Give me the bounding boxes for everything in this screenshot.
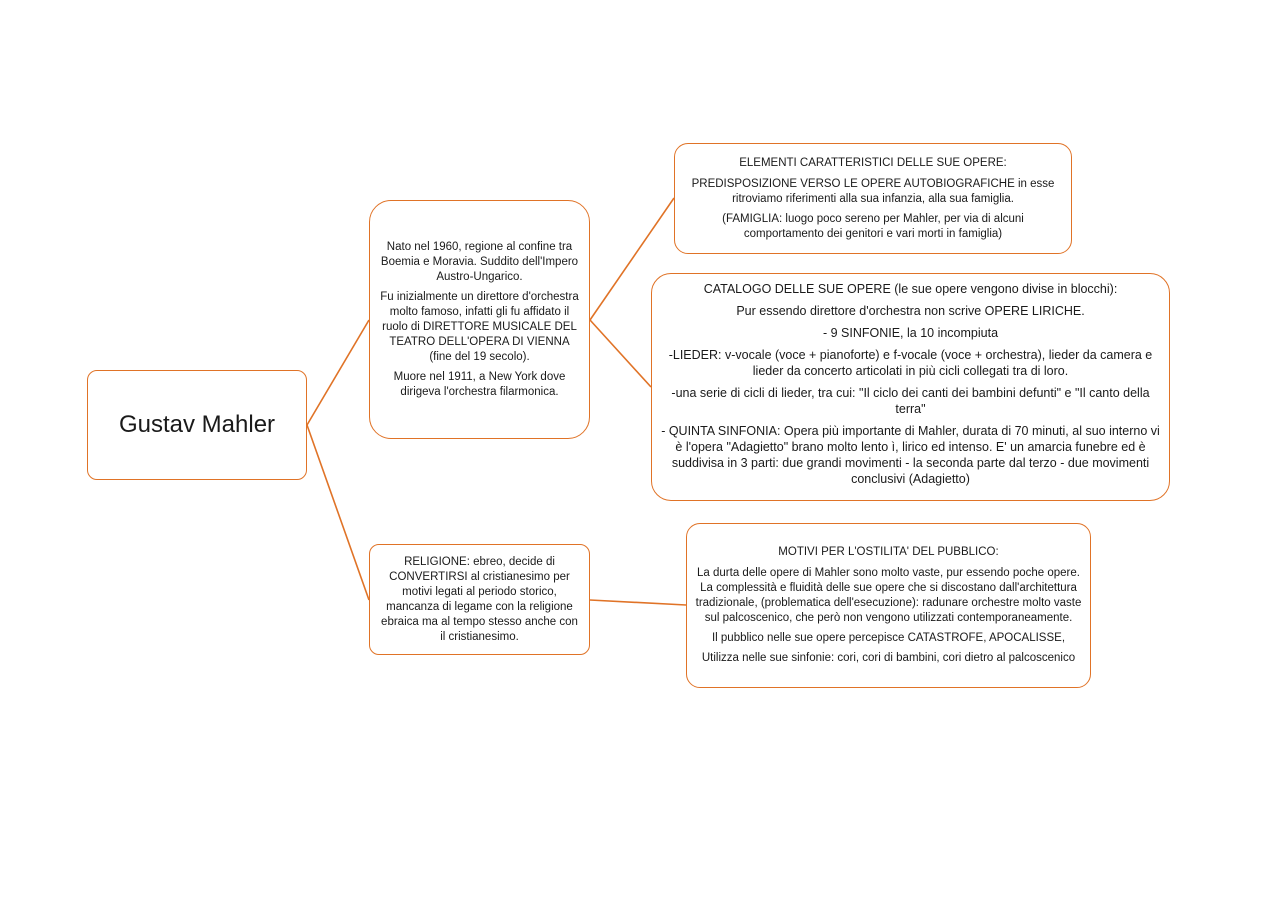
catalog-paragraph: -una serie di cicli di lieder, tra cui: "Il ciclo dei canti dei bambini defunti" e "Il canto della terra" (671, 386, 1150, 416)
elements-paragraph: PREDISPOSIZIONE VERSO LE OPERE AUTOBIOGRAFICHE in esse ritroviamo riferimenti alla sua infanzia, alla sua famiglia. (691, 177, 1055, 205)
elements-paragraph: (FAMIGLIA: luogo poco sereno per Mahler, per via di alcuni comportamento dei genitori e vari morti in famiglia) (722, 212, 1024, 240)
motives-title: MOTIVI PER L'OSTILITA' DEL PUBBLICO: (778, 546, 999, 558)
motives-paragraph: Utilizza nelle sue sinfonie: cori, cori di bambini, cori dietro al palcoscenico (701, 652, 1076, 664)
connector-root-religion (307, 425, 369, 600)
motives-node (686, 523, 1091, 688)
religion-node (369, 544, 590, 655)
catalog-title: CATALOGO DELLE SUE OPERE (le sue opere vengono divise in blocchi): (703, 282, 1118, 296)
biography-paragraph: Fu inizialmente un direttore d'orchestra molto famoso, infatti gli fu affidato il ruolo di DIRETTORE MUSICALE DEL TEATRO DELL'OPERA DI VIENNA (fine del 19 secolo). (380, 290, 579, 363)
elements-title: ELEMENTI CARATTERISTICI DELLE SUE OPERE: (739, 156, 1007, 169)
connector-root-biography (307, 320, 369, 425)
catalog-paragraph: -LIEDER: v-vocale (voce + pianoforte) e f-vocale (voce + orchestra), lieder da camera e lieder da concerto articolati in più cicli collegati tra di loro. (668, 348, 1153, 378)
catalog-node (651, 273, 1170, 501)
motives-paragraph: La durta delle opere di Mahler sono molto vaste, pur essendo poche opere. La complessità e fluidità delle sue opere che si discostano dall'architettura tradizionale, (problematica dell'esecuzione): radunare orchestre molto vaste sul palcoscenico, che però non vengono utilizzati contemporaneamente. (695, 567, 1082, 624)
biography-node (369, 200, 590, 439)
connector-religion-motives (590, 600, 686, 605)
root-node (87, 370, 307, 480)
motives-paragraph: Il pubblico nelle sue opere percepisce CATASTROFE, APOCALISSE, (711, 632, 1066, 644)
catalog-paragraph: - QUINTA SINFONIA: Opera più importante di Mahler, durata di 70 minuti, al suo interno vi è l'opera "Adagietto" brano molto lento ì, lirico ed intenso. E' un amarcia funebre ed è suddivisa in 3 parti: due grandi movimenti - la seconda parte dal terzo - due movimenti conclusivi (Adagietto) (661, 424, 1160, 486)
religion-paragraph: RELIGIONE: ebreo, decide di CONVERTIRSI al cristianesimo per motivi legati al periodo storico, mancanza di legame con la religione ebraica ma al tempo stesso anche con il cristianesimo. (381, 555, 578, 643)
connector-biography-catalog (590, 320, 651, 387)
root-label: Gustav Mahler (118, 411, 276, 438)
biography-paragraph: Muore nel 1911, a New York dove dirigeva l'orchestra filarmonica. (393, 370, 566, 398)
catalog-paragraph: - 9 SINFONIE, la 10 incompiuta (822, 326, 999, 340)
elements-node (674, 143, 1072, 254)
biography-paragraph: Nato nel 1960, regione al confine tra Boemia e Moravia. Suddito dell'Impero Austro-Ungarico. (380, 240, 579, 283)
catalog-paragraph: Pur essendo direttore d'orchestra non scrive OPERE LIRICHE. (736, 304, 1085, 318)
